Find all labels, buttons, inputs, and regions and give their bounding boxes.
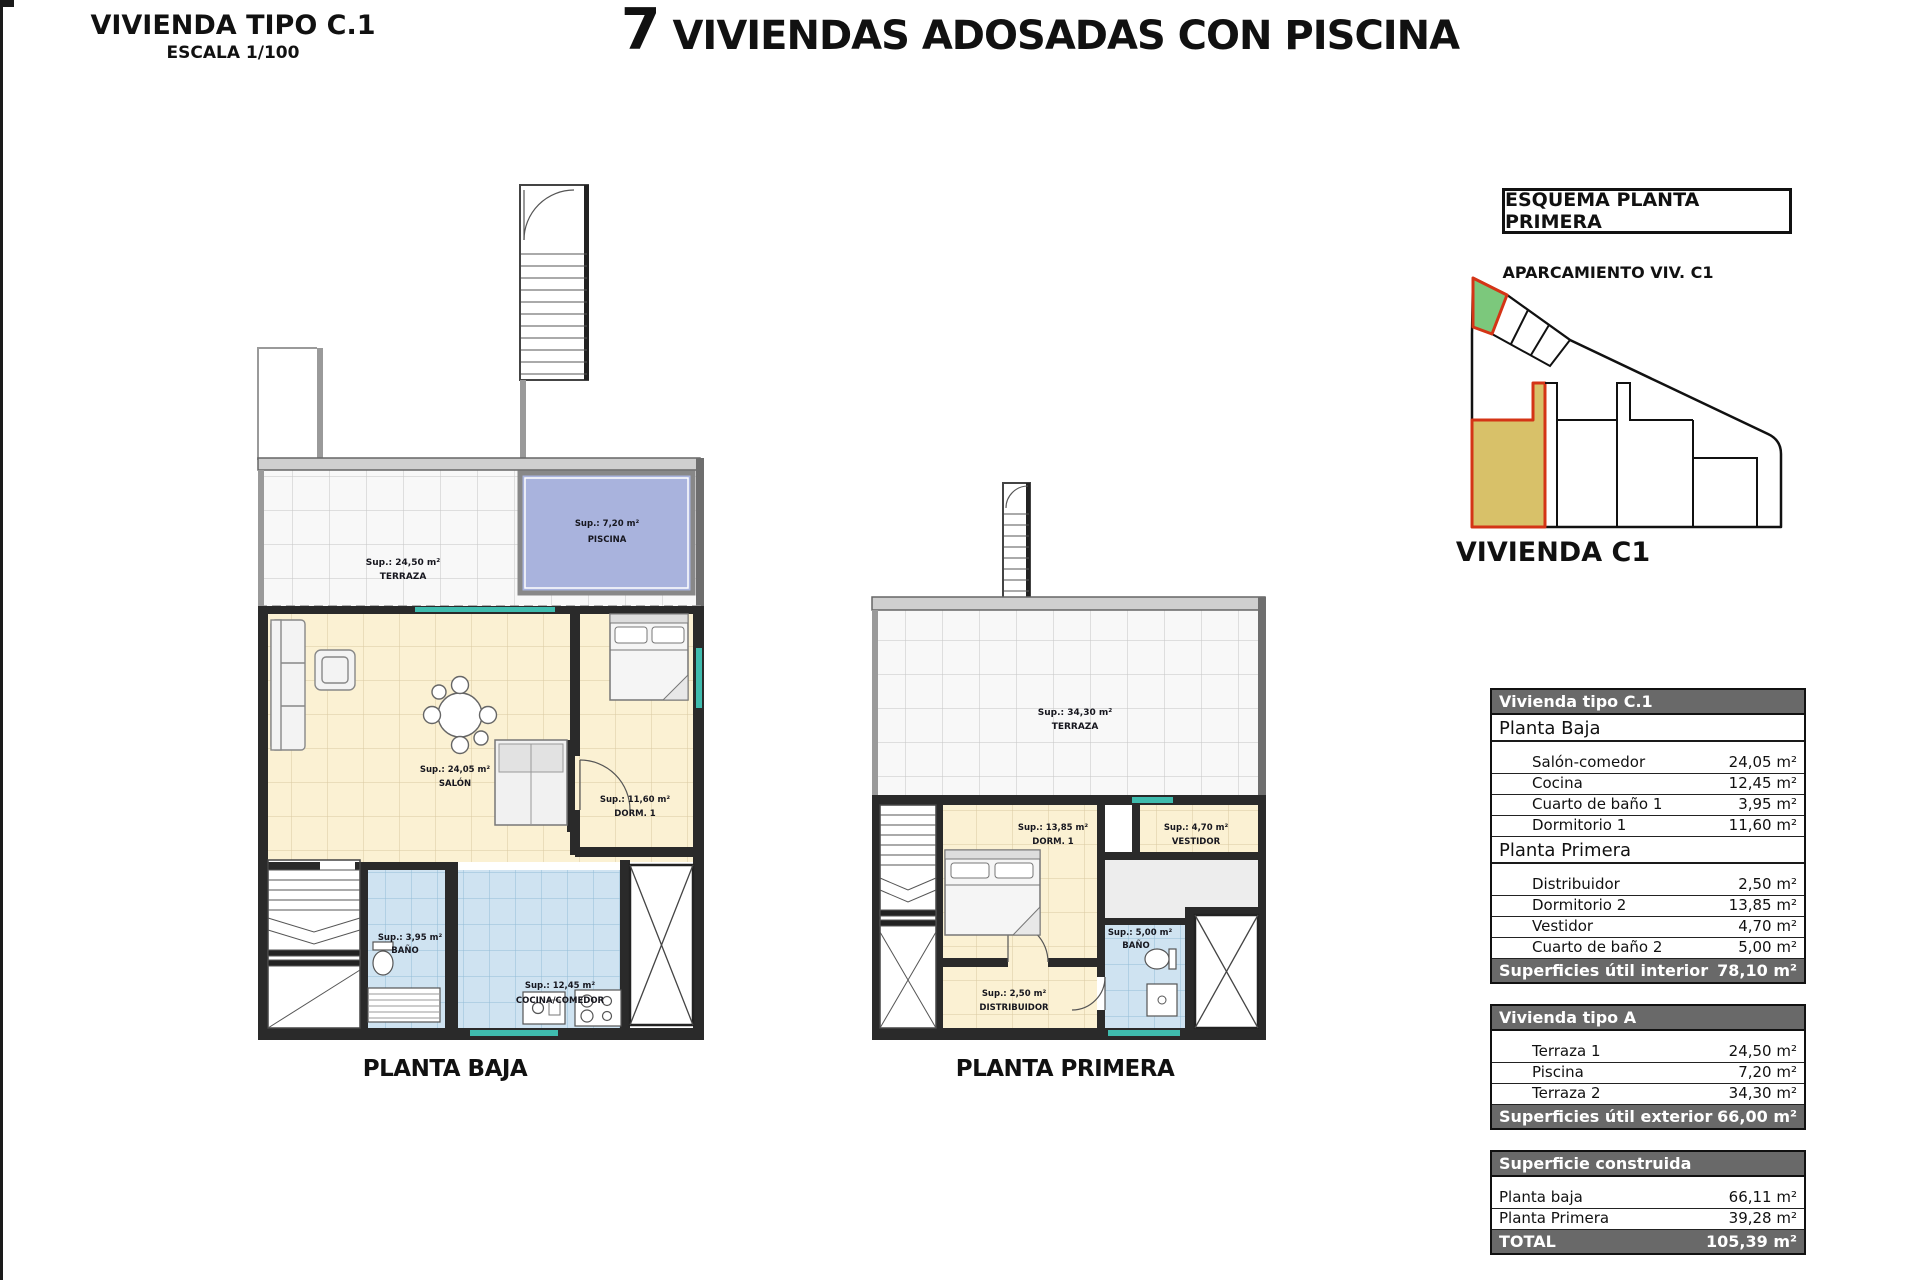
table-row xyxy=(1492,1209,1804,1230)
scale-label: ESCALA 1/100 xyxy=(166,43,300,63)
table-footer xyxy=(1492,1230,1804,1253)
table-header: Superficie construida xyxy=(1492,1152,1804,1177)
project-title-text: VIVIENDAS ADOSADAS CON PISCINA xyxy=(659,13,1460,59)
terrace2-area-label: Sup.: 34,30 m² xyxy=(1037,708,1113,718)
table-section-title: Planta Primera xyxy=(1492,837,1804,864)
armchair xyxy=(315,650,355,690)
bano2-name-label: BAÑO xyxy=(1122,941,1150,951)
table-row xyxy=(1492,1063,1804,1084)
row-value: 66,11 m² xyxy=(1728,1188,1797,1206)
row-value: 39,28 m² xyxy=(1728,1209,1797,1227)
table-row xyxy=(1492,795,1804,816)
table-header: Vivienda tipo A xyxy=(1492,1006,1804,1031)
planta-baja-plan xyxy=(255,170,715,1050)
footer-label: Superficies útil exterior xyxy=(1499,1107,1713,1126)
row-label: Terraza 2 xyxy=(1532,1084,1601,1102)
table-row xyxy=(1492,875,1804,896)
table-row xyxy=(1492,753,1804,774)
dorm1-name-label: DORM. 1 xyxy=(614,809,656,819)
distribuidor-area-label: Sup.: 2,50 m² xyxy=(981,989,1047,999)
pool-name-label: PISCINA xyxy=(587,535,627,545)
row-value: 5,00 m² xyxy=(1738,938,1797,956)
row-label: Cuarto de baño 2 xyxy=(1532,938,1663,956)
schema-title-box xyxy=(1502,188,1792,234)
table-row xyxy=(1492,917,1804,938)
patio-void xyxy=(630,865,693,1025)
dorm2-name-label: DORM. 1 xyxy=(1032,837,1074,847)
row-label: Cocina xyxy=(1532,774,1583,792)
tables-panel xyxy=(1490,688,1806,1275)
terrace-wall xyxy=(258,458,700,470)
footer-label: TOTAL xyxy=(1499,1232,1556,1251)
bano1-area-label: Sup.: 3,95 m² xyxy=(377,933,443,943)
table-section-title: Planta Baja xyxy=(1492,715,1804,742)
row-label: Dormitorio 1 xyxy=(1532,816,1627,834)
planta-primera-caption: PLANTA PRIMERA xyxy=(955,1056,1175,1082)
bed xyxy=(945,850,1040,935)
patio-void xyxy=(1195,915,1258,1028)
footer-label: Superficies útil interior xyxy=(1499,961,1709,980)
table-interior xyxy=(1490,688,1806,984)
row-value: 24,50 m² xyxy=(1728,1042,1797,1060)
table-row xyxy=(1492,774,1804,795)
table-row xyxy=(1492,1084,1804,1105)
table-header: Vivienda tipo C.1 xyxy=(1492,690,1804,715)
row-value: 7,20 m² xyxy=(1738,1063,1797,1081)
table-footer xyxy=(1492,1105,1804,1128)
row-label: Vestidor xyxy=(1532,917,1594,935)
row-label: Cuarto de baño 1 xyxy=(1532,795,1663,813)
page-edge-line xyxy=(0,0,3,1280)
bed xyxy=(610,614,688,700)
distribuidor-name-label: DISTRIBUIDOR xyxy=(979,1003,1049,1013)
row-label: Piscina xyxy=(1532,1063,1584,1081)
table-row xyxy=(1492,938,1804,959)
row-label: Terraza 1 xyxy=(1532,1042,1601,1060)
document-title-block xyxy=(78,10,388,63)
schema-title: ESQUEMA PLANTA PRIMERA xyxy=(1505,189,1700,233)
table-row xyxy=(1492,816,1804,837)
row-label: Planta baja xyxy=(1499,1188,1583,1206)
unit-label: VIVIENDA C1 xyxy=(1455,537,1651,568)
cocina-name-label: COCINA/COMEDOR xyxy=(515,996,605,1006)
planta-primera-plan xyxy=(868,470,1268,1050)
stair-tower xyxy=(1003,483,1030,600)
row-value: 24,05 m² xyxy=(1728,753,1797,771)
vestidor-area-label: Sup.: 4,70 m² xyxy=(1163,823,1229,833)
dorm1-area-label: Sup.: 11,60 m² xyxy=(599,795,671,805)
row-value: 34,30 m² xyxy=(1728,1084,1797,1102)
row-value: 13,85 m² xyxy=(1728,896,1797,914)
salon-name-label: SALÓN xyxy=(438,779,472,789)
row-value: 3,95 m² xyxy=(1738,795,1797,813)
bano2-area-label: Sup.: 5,00 m² xyxy=(1107,928,1173,938)
table-row xyxy=(1492,1188,1804,1209)
row-value: 2,50 m² xyxy=(1738,875,1797,893)
footer-value: 66,00 m² xyxy=(1717,1107,1797,1126)
parking-label: APARCAMIENTO VIV. C1 xyxy=(1502,263,1714,282)
unit-type-title: VIVIENDA TIPO C.1 xyxy=(90,10,376,41)
project-title xyxy=(540,0,1540,74)
table-construida xyxy=(1490,1150,1806,1255)
terrace-area-label: Sup.: 24,50 m² xyxy=(365,558,441,568)
salon-area-label: Sup.: 24,05 m² xyxy=(419,765,491,775)
table-row xyxy=(1492,896,1804,917)
project-title-number: 7 xyxy=(620,0,660,63)
sofa xyxy=(271,620,305,750)
terrace-ground xyxy=(258,348,704,606)
upper-terrace xyxy=(872,597,1266,800)
planta-baja-caption: PLANTA BAJA xyxy=(362,1056,528,1082)
page-corner-mark xyxy=(0,0,14,7)
wardrobe xyxy=(495,740,567,825)
exterior-staircase xyxy=(520,185,589,458)
footer-value: 105,39 m² xyxy=(1706,1232,1797,1251)
row-value: 11,60 m² xyxy=(1728,816,1797,834)
terrace-name-label: TERRAZA xyxy=(379,572,427,582)
bano1-name-label: BAÑO xyxy=(391,946,419,956)
cocina-area-label: Sup.: 12,45 m² xyxy=(524,981,596,991)
row-label: Salón-comedor xyxy=(1532,753,1646,771)
terrace2-name-label: TERRAZA xyxy=(1051,722,1099,732)
vestidor-name-label: VESTIDOR xyxy=(1171,837,1221,847)
table-row xyxy=(1492,1042,1804,1063)
row-label: Distribuidor xyxy=(1532,875,1620,893)
footer-value: 78,10 m² xyxy=(1717,961,1797,980)
terrace-wall xyxy=(872,597,1265,610)
table-footer xyxy=(1492,959,1804,982)
row-value: 12,45 m² xyxy=(1728,774,1797,792)
row-label: Planta Primera xyxy=(1499,1209,1610,1227)
site-schema xyxy=(1465,270,1795,540)
table-exterior xyxy=(1490,1004,1806,1130)
pool-area-label: Sup.: 7,20 m² xyxy=(574,519,640,529)
row-value: 4,70 m² xyxy=(1738,917,1797,935)
dorm2-area-label: Sup.: 13,85 m² xyxy=(1017,823,1089,833)
swimming-pool xyxy=(520,473,693,593)
row-label: Dormitorio 2 xyxy=(1532,896,1627,914)
